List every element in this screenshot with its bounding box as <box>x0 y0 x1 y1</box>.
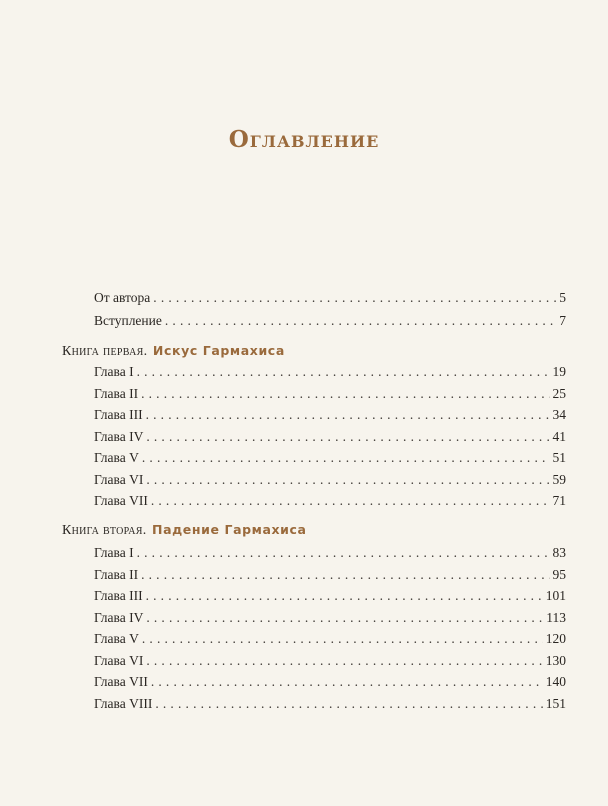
book-heading-first[interactable] <box>62 342 285 361</box>
leader-dots <box>165 312 556 330</box>
leader-dots <box>141 566 549 584</box>
toc-entry-label: Глава VII <box>94 493 148 508</box>
leader-dots <box>151 492 550 510</box>
toc-entry-page: 101 <box>545 588 566 603</box>
toc-entry-label: Глава V <box>94 450 139 465</box>
toc-entry-page: 95 <box>552 567 566 582</box>
toc-entry-label: Глава II <box>94 386 139 401</box>
toc-entry-page: 120 <box>545 631 566 646</box>
toc-entry-page: 130 <box>545 653 566 668</box>
toc-entry-chapter[interactable] <box>94 566 566 584</box>
leader-dots <box>146 471 549 489</box>
book-prefix: Книга вторая. <box>62 523 147 538</box>
toc-entry-label: Глава V <box>94 631 139 646</box>
toc-entry-label: Глава IV <box>94 610 144 625</box>
toc-entry-chapter[interactable] <box>94 385 566 403</box>
leader-dots <box>146 609 543 627</box>
toc-entry-chapter[interactable] <box>94 544 566 562</box>
toc-entry-label: Глава III <box>94 588 143 603</box>
toc-entry-label: Глава IV <box>94 429 144 444</box>
toc-entry-chapter[interactable] <box>94 695 566 713</box>
leader-dots <box>151 673 543 691</box>
toc-entry-chapter[interactable] <box>94 471 566 489</box>
toc-entry-page: 59 <box>552 472 566 487</box>
toc-entry-page: 113 <box>546 610 566 625</box>
leader-dots <box>141 385 549 403</box>
toc-entry-page: 51 <box>552 450 566 465</box>
page-title: Оглавление <box>228 126 380 153</box>
toc-entry-page: 7 <box>559 313 566 328</box>
toc-entry-chapter[interactable] <box>94 406 566 424</box>
book-prefix: Книга первая. <box>62 344 148 359</box>
toc-entry-chapter[interactable] <box>94 630 566 648</box>
toc-entry-label: Глава VI <box>94 472 144 487</box>
toc-entry-page: 140 <box>545 674 566 689</box>
leader-dots <box>146 406 550 424</box>
toc-entry-page: 71 <box>552 493 566 508</box>
leader-dots <box>137 544 550 562</box>
toc-entry-label: От автора <box>94 290 151 305</box>
leader-dots <box>146 587 543 605</box>
toc-entry-page: 83 <box>552 545 566 560</box>
toc-entry-label: Глава VIII <box>94 696 153 711</box>
toc-entry-page: 41 <box>552 429 566 444</box>
leader-dots <box>137 363 550 381</box>
toc-entry-chapter[interactable] <box>94 449 566 467</box>
toc-entry-label: Глава II <box>94 567 139 582</box>
toc-entry-chapter[interactable] <box>94 673 566 691</box>
leader-dots <box>146 428 549 446</box>
toc-entry-label: Глава VI <box>94 653 144 668</box>
toc-entry-page: 34 <box>552 407 566 422</box>
toc-entry-from-author[interactable] <box>94 289 566 307</box>
leader-dots <box>142 449 550 467</box>
toc-entry-chapter[interactable] <box>94 363 566 381</box>
toc-entry-page: 5 <box>559 290 566 305</box>
leader-dots <box>153 289 556 307</box>
toc-entry-introduction[interactable] <box>94 312 566 330</box>
toc-entry-page: 19 <box>552 364 566 379</box>
leader-dots <box>155 695 542 713</box>
leader-dots <box>142 630 543 648</box>
toc-entry-chapter[interactable] <box>94 428 566 446</box>
toc-entry-chapter[interactable] <box>94 587 566 605</box>
toc-entry-chapter[interactable] <box>94 609 566 627</box>
toc-entry-label: Глава I <box>94 364 134 379</box>
leader-dots <box>146 652 542 670</box>
book-name: Искус Гармахиса <box>152 343 285 358</box>
book-name: Падение Гармахиса <box>152 522 307 537</box>
toc-entry-label: Вступление <box>94 313 162 328</box>
toc-entry-label: Глава VII <box>94 674 148 689</box>
toc-entry-page: 151 <box>545 696 566 711</box>
toc-entry-page: 25 <box>552 386 566 401</box>
toc-entry-label: Глава III <box>94 407 143 422</box>
book-heading-second[interactable] <box>62 521 307 540</box>
toc-entry-label: Глава I <box>94 545 134 560</box>
toc-entry-chapter[interactable] <box>94 492 566 510</box>
toc-entry-chapter[interactable] <box>94 652 566 670</box>
